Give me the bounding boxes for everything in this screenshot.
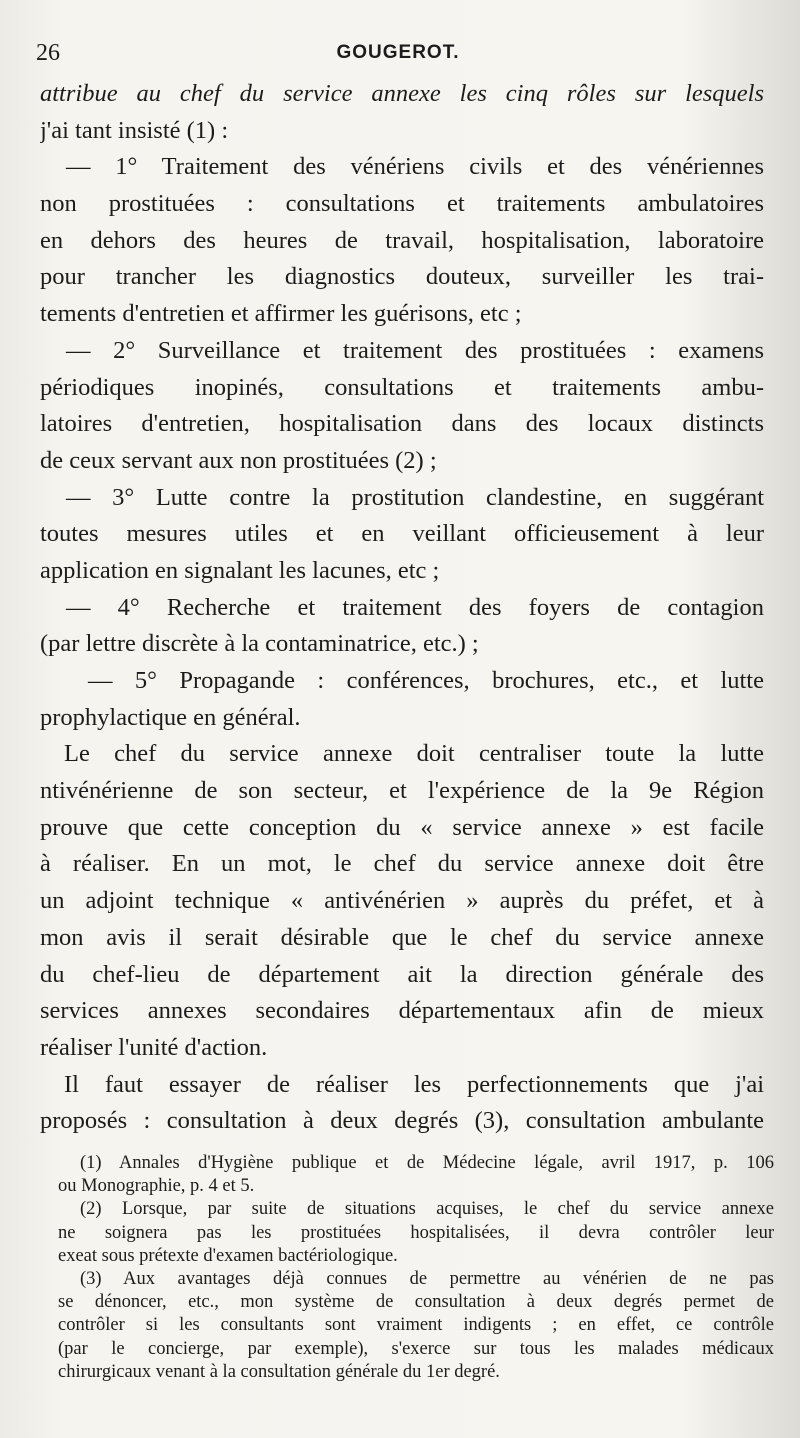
text-line: attribue au chef du service annexe les cinq rôles sur lesquels bbox=[40, 80, 764, 107]
footnote-line: ou Monographie, p. 4 et 5. bbox=[58, 1176, 255, 1197]
footnote-line: (1) Annales d'Hygiène publique et de Médecine légale, avril 1917, p. 106 bbox=[80, 1153, 774, 1173]
text-line: à réaliser. En un mot, le chef du service annexe doit être bbox=[40, 850, 764, 878]
text-line: un adjoint technique « antivénérien » auprès du préfet, et à bbox=[40, 887, 764, 915]
text-line: application en signalant les lacunes, etc ; bbox=[40, 556, 440, 584]
text-line: — 2° Surveillance et traitement des prostituées : examens bbox=[66, 336, 764, 364]
text-line: mon avis il serait désirable que le chef du service annexe bbox=[40, 923, 764, 951]
footnote-line: chirurgicaux venant à la consultation générale du 1er degré. bbox=[58, 1361, 500, 1382]
text-line: j'ai tant insisté (1) : bbox=[40, 116, 229, 144]
text-line: prophylactique en général. bbox=[40, 703, 301, 731]
footnote-line: (par le concierge, par exemple), s'exerce sur tous les malades médicaux bbox=[58, 1338, 774, 1359]
page-header bbox=[36, 40, 760, 70]
text-line: du chef-lieu de département ait la direction générale des bbox=[40, 960, 764, 988]
text-line: réaliser l'unité d'action. bbox=[40, 1033, 268, 1061]
footnote-line: exeat sous prétexte d'examen bactériologique. bbox=[58, 1245, 398, 1266]
text-line: toutes mesures utiles et en veillant officieusement à leur bbox=[40, 520, 764, 548]
footnotes bbox=[58, 1152, 774, 1384]
text-line: en dehors des heures de travail, hospitalisation, laboratoire bbox=[40, 226, 764, 254]
footnote-line: se dénoncer, etc., mon système de consultation à deux degrés permet de bbox=[58, 1292, 774, 1313]
text-line: pour trancher les diagnostics douteux, surveiller les trai- bbox=[40, 263, 764, 291]
text-line: ntivénérienne de son secteur, et l'expérience de la 9e Région bbox=[40, 777, 764, 805]
text-line: proposés : consultation à deux degrés (3), consultation ambulante bbox=[40, 1107, 764, 1135]
text-line: (par lettre discrète à la contaminatrice, etc.) ; bbox=[40, 630, 479, 658]
text-line: Il faut essayer de réaliser les perfectionnements que j'ai bbox=[64, 1070, 764, 1098]
text-line: — 5° Propagande : conférences, brochures, etc., et lutte bbox=[88, 667, 764, 694]
footnote-line: ne soignera pas les prostituées hospitalisées, il devra contrôler leur bbox=[58, 1222, 774, 1243]
page-number: 26 bbox=[36, 40, 60, 66]
text-line: — 1° Traitement des vénériens civils et des vénériennes bbox=[66, 153, 764, 181]
footnote-line: (2) Lorsque, par suite de situations acquises, le chef du service annexe bbox=[80, 1199, 774, 1220]
text-line: — 4° Recherche et traitement des foyers de contagion bbox=[66, 593, 764, 621]
text-line: de ceux servant aux non prostituées (2) ; bbox=[40, 446, 437, 474]
footnote-line: contrôler si les consultants sont vraiment indigents ; en effet, ce contrôle bbox=[58, 1315, 774, 1336]
text-line: non prostituées : consultations et traitements ambulatoires bbox=[40, 190, 764, 218]
text-line: services annexes secondaires départementaux afin de mieux bbox=[40, 997, 764, 1025]
running-head: GOUGEROT. bbox=[336, 42, 460, 63]
text-line: Le chef du service annexe doit centraliser toute la lutte bbox=[64, 740, 764, 768]
footnote-line: (3) Aux avantages déjà connues de permettre au vénérien de ne pas bbox=[80, 1268, 774, 1289]
text-line: périodiques inopinés, consultations et traitements ambu- bbox=[40, 373, 764, 401]
body-text bbox=[40, 76, 764, 1140]
text-line: latoires d'entretien, hospitalisation dans des locaux distincts bbox=[40, 410, 764, 438]
text-line: prouve que cette conception du « service annexe » est facile bbox=[40, 813, 764, 841]
text-line: — 3° Lutte contre la prostitution clandestine, en suggérant bbox=[66, 483, 764, 511]
text-line: tements d'entretien et affirmer les guérisons, etc ; bbox=[40, 300, 522, 328]
